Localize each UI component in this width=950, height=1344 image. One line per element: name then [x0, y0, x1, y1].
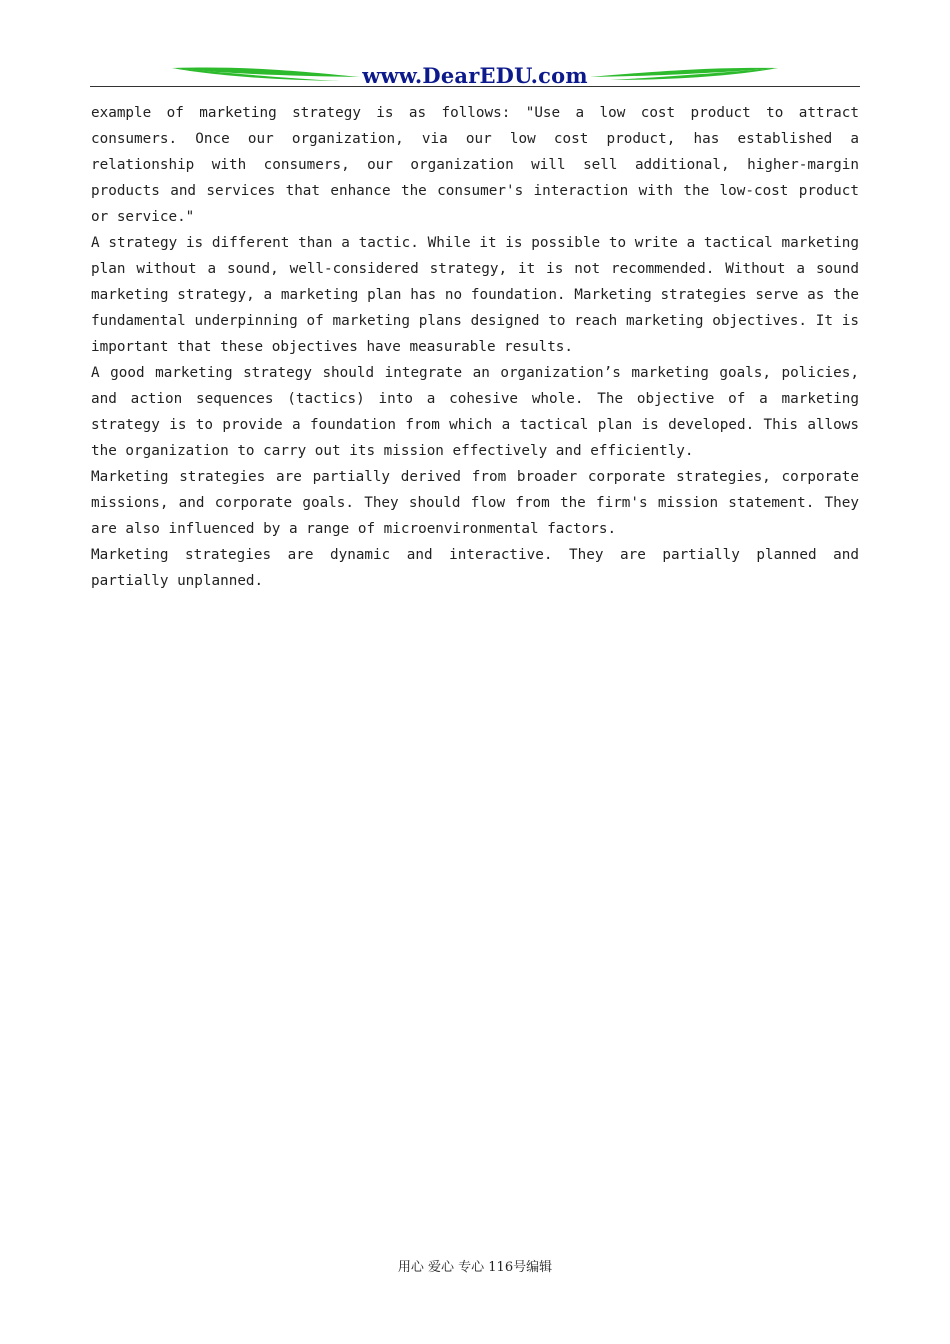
paragraph-4: Marketing strategies are partially derived from broader corporate strategies, corporate missions, and corporate goals. They should flow from the firm's mission statement. They are also influenced by a range of microenvironmental factors.	[91, 469, 859, 537]
document-body	[91, 100, 859, 594]
header-divider	[90, 86, 860, 87]
paragraph-2: A strategy is different than a tactic. While it is possible to write a tactical marketing plan without a sound, well-considered strategy, it is not recommended. Without a sound marketing strategy, a marketing plan has no foundation. Marketing strategies serve as the fundamental underpinning of marketing plans designed to reach marketing objectives. It is important that these objectives have measurable results.	[91, 235, 859, 355]
paragraph-1: example of marketing strategy is as follows: "Use a low cost product to attract consumers. Once our organization, via our low cost product, has established a relationship with consumers, our organization will sell additional, higher-margin products and services that enhance the consumer's interaction with the low-cost product or service."	[91, 105, 859, 225]
site-logo-text: www.DearEDU.com	[362, 63, 588, 88]
paragraph-5: Marketing strategies are dynamic and interactive. They are partially planned and partially unplanned.	[91, 547, 859, 589]
page-footer: 用心 爱心 专心 116号编辑	[397, 1260, 553, 1275]
page-header	[90, 58, 860, 88]
paragraph-3: A good marketing strategy should integrate an organization’s marketing goals, policies, and action sequences (tactics) into a cohesive whole. The objective of a marketing strategy is to provide a foundation from which a tactical plan is developed. This allows the organization to carry out its mission effectively and efficiently.	[91, 365, 859, 459]
